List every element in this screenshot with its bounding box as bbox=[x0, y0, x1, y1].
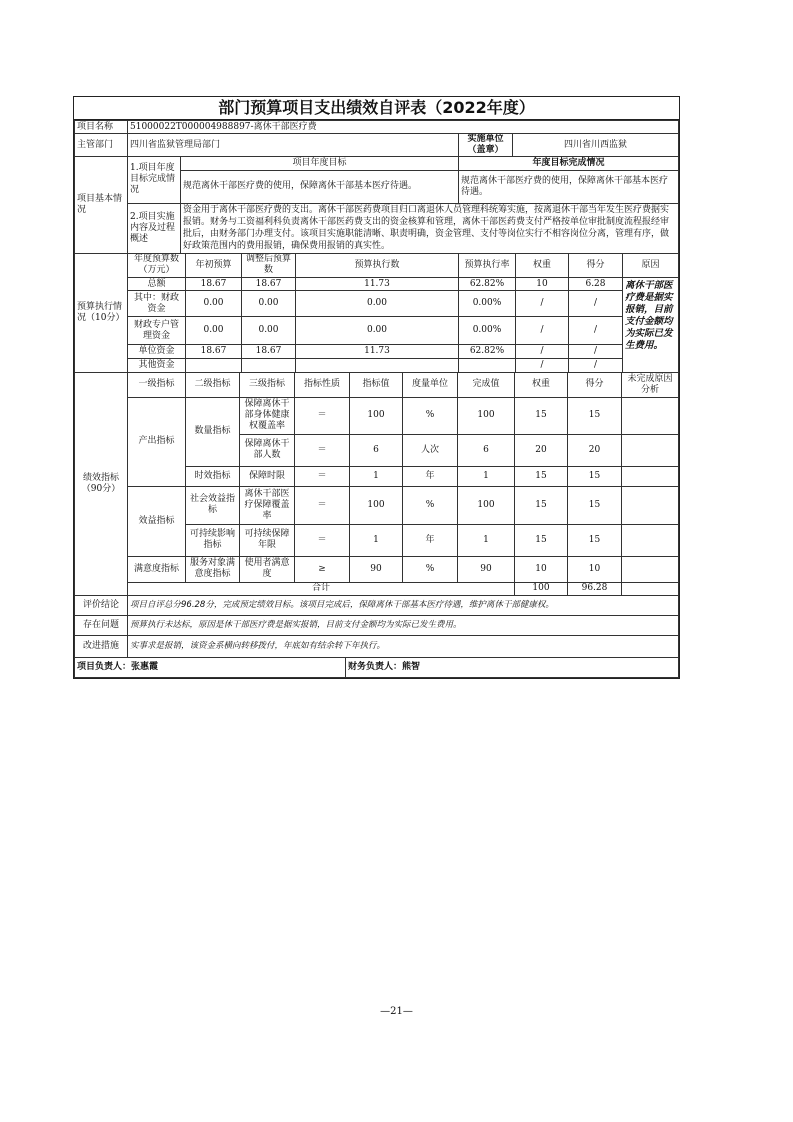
basic-label: 项目基本情况 bbox=[75, 157, 128, 253]
indicator-unit: % bbox=[403, 556, 458, 582]
budget-row-adj: 18.67 bbox=[242, 345, 296, 359]
budget-row-adj: 0.00 bbox=[242, 291, 296, 317]
total-weight: 100 bbox=[515, 582, 568, 595]
indicator-weight: 15 bbox=[515, 466, 568, 486]
indicator-reason bbox=[622, 466, 679, 486]
indicator-unit: 人次 bbox=[403, 434, 458, 466]
indicator-value: 90 bbox=[350, 556, 403, 582]
indicator-reason bbox=[622, 524, 679, 556]
budget-row-score: 6.28 bbox=[569, 278, 623, 291]
indicator-score: 20 bbox=[568, 434, 622, 466]
indicator-value: 100 bbox=[350, 486, 403, 524]
budget-header-1: 年初预算 bbox=[186, 254, 242, 278]
indicator-nature: ＝ bbox=[295, 524, 350, 556]
goal-text: 规范离休干部医疗费的使用，保障离休干部基本医疗待遇。 bbox=[181, 170, 459, 203]
impl-unit-value: 四川省川西监狱 bbox=[513, 134, 679, 157]
evaluation-sheet bbox=[73, 96, 680, 679]
budget-header-3: 预算执行数 bbox=[296, 254, 459, 278]
output-indicator-label: 产出指标 bbox=[128, 397, 186, 486]
budget-row-init: 18.67 bbox=[186, 278, 242, 291]
budget-row-weight: 10 bbox=[516, 278, 569, 291]
dept-value: 四川省监狱管理局部门 bbox=[128, 134, 459, 157]
indicator-name: 离休干部医疗保障覆盖率 bbox=[240, 486, 295, 524]
budget-row-weight: / bbox=[516, 291, 569, 317]
budget-row-name: 总额 bbox=[128, 278, 186, 291]
budget-row-rate: 62.82% bbox=[459, 345, 516, 359]
indicator-reason bbox=[622, 397, 679, 434]
perf-header-3: 指标性质 bbox=[295, 373, 350, 397]
page-number: —21— bbox=[380, 1006, 413, 1017]
time-indicator-label: 时效指标 bbox=[186, 466, 240, 486]
impl-unit-label: 实施单位（盖章） bbox=[459, 134, 513, 157]
budget-row-name: 其他资金 bbox=[128, 359, 186, 373]
indicator-score: 15 bbox=[568, 524, 622, 556]
perf-header-2: 三级指标 bbox=[240, 373, 295, 397]
budget-row-adj: 0.00 bbox=[242, 317, 296, 345]
budget-row-exec: 11.73 bbox=[296, 345, 459, 359]
conclusion-table bbox=[74, 596, 679, 659]
budget-row-exec: 0.00 bbox=[296, 317, 459, 345]
project-leader-name: 张惠霞 bbox=[131, 661, 159, 672]
indicator-unit: % bbox=[403, 486, 458, 524]
indicator-weight: 15 bbox=[515, 486, 568, 524]
budget-row-init: 0.00 bbox=[186, 317, 242, 345]
sustain-indicator-label: 可持续影响指标 bbox=[186, 524, 240, 556]
budget-row-init: 0.00 bbox=[186, 291, 242, 317]
indicator-score: 15 bbox=[568, 466, 622, 486]
perf-header-8: 得分 bbox=[568, 373, 622, 397]
indicator-score: 15 bbox=[568, 397, 622, 434]
indicator-unit: 年 bbox=[403, 466, 458, 486]
budget-row-weight: / bbox=[516, 345, 569, 359]
indicator-weight: 15 bbox=[515, 397, 568, 434]
perf-header-5: 度量单位 bbox=[403, 373, 458, 397]
budget-row-exec: 11.73 bbox=[296, 278, 459, 291]
indicator-done: 100 bbox=[458, 397, 515, 434]
indicator-name: 可持续保障年限 bbox=[240, 524, 295, 556]
quantity-indicator-label: 数量指标 bbox=[186, 397, 240, 466]
budget-reason: 离休干部医疗费是据实报销，目前支付金额均为实际已发生费用。 bbox=[623, 278, 679, 373]
budget-row-adj: 18.67 bbox=[242, 278, 296, 291]
satisfaction-indicator-label: 满意度指标 bbox=[128, 556, 186, 582]
budget-row-rate bbox=[459, 359, 516, 373]
page-title: 部门预算项目支出绩效自评表（2022年度） bbox=[74, 97, 679, 120]
indicator-nature: ＝ bbox=[295, 486, 350, 524]
indicator-weight: 15 bbox=[515, 524, 568, 556]
satisfaction-sub-label: 服务对象满意度指标 bbox=[186, 556, 240, 582]
budget-row-adj bbox=[242, 359, 296, 373]
indicator-done: 1 bbox=[458, 466, 515, 486]
perf-header-9: 未完成原因分析 bbox=[622, 373, 679, 397]
basic-info-table bbox=[74, 157, 679, 254]
benefit-indicator-label: 效益指标 bbox=[128, 486, 186, 556]
indicator-nature: ＝ bbox=[295, 397, 350, 434]
indicator-nature: ＝ bbox=[295, 434, 350, 466]
indicator-value: 6 bbox=[350, 434, 403, 466]
budget-row-rate: 0.00% bbox=[459, 291, 516, 317]
finance-leader-label: 财务负责人： bbox=[348, 661, 403, 672]
indicator-name: 保障时限 bbox=[240, 466, 295, 486]
indicator-value: 1 bbox=[350, 466, 403, 486]
indicator-name: 保障离休干部人数 bbox=[240, 434, 295, 466]
indicator-reason bbox=[622, 556, 679, 582]
total-reason bbox=[622, 582, 679, 595]
finance-leader-name: 熊智 bbox=[402, 661, 421, 672]
dept-label: 主管部门 bbox=[75, 134, 128, 157]
performance-table bbox=[74, 373, 679, 596]
perf-header-7: 权重 bbox=[515, 373, 568, 397]
budget-header-7: 原因 bbox=[623, 254, 679, 278]
indicator-score: 10 bbox=[568, 556, 622, 582]
budget-row-rate: 0.00% bbox=[459, 317, 516, 345]
indicator-done: 90 bbox=[458, 556, 515, 582]
total-score: 96.28 bbox=[568, 582, 622, 595]
indicator-name: 使用者满意度 bbox=[240, 556, 295, 582]
finance-leader bbox=[346, 658, 679, 677]
budget-row-score: / bbox=[569, 317, 623, 345]
goal-header: 项目年度目标 bbox=[181, 157, 459, 170]
improve-label: 改进措施 bbox=[75, 636, 128, 658]
budget-header-5: 权重 bbox=[516, 254, 569, 278]
total-label: 合计 bbox=[128, 582, 515, 595]
budget-row-weight: / bbox=[516, 317, 569, 345]
budget-row-name: 单位资金 bbox=[128, 345, 186, 359]
problem-label: 存在问题 bbox=[75, 616, 128, 636]
budget-label: 预算执行情况（10分） bbox=[75, 254, 128, 373]
impl-content-label: 2.项目实施内容及过程概述 bbox=[128, 203, 181, 253]
goal-done-header: 年度目标完成情况 bbox=[459, 157, 679, 170]
perf-header-4: 指标值 bbox=[350, 373, 403, 397]
indicator-score: 15 bbox=[568, 486, 622, 524]
project-name-label: 项目名称 bbox=[75, 121, 128, 134]
project-name-value: 51000022T000004988897-离休干部医疗费 bbox=[128, 121, 679, 134]
indicator-unit: 年 bbox=[403, 524, 458, 556]
perf-header-6: 完成值 bbox=[458, 373, 515, 397]
indicator-weight: 20 bbox=[515, 434, 568, 466]
budget-header-0: 年度预算数（万元） bbox=[128, 254, 186, 278]
indicator-weight: 10 bbox=[515, 556, 568, 582]
social-indicator-label: 社会效益指标 bbox=[186, 486, 240, 524]
budget-row-score: / bbox=[569, 291, 623, 317]
header-table bbox=[74, 120, 679, 157]
indicator-reason bbox=[622, 434, 679, 466]
project-leader bbox=[75, 658, 346, 677]
indicator-done: 6 bbox=[458, 434, 515, 466]
indicator-nature: ＝ bbox=[295, 466, 350, 486]
improve-text: 实事求是报销，该资金系横向转移拨付，年底如有结余转下年执行。 bbox=[128, 636, 679, 658]
problem-text: 预算执行未达标，原因是休干部医疗费是据实报销，目前支付金额均为实际已发生费用。 bbox=[128, 616, 679, 636]
budget-header-6: 得分 bbox=[569, 254, 623, 278]
project-leader-label: 项目负责人： bbox=[77, 661, 132, 672]
budget-row-score: / bbox=[569, 359, 623, 373]
indicator-value: 1 bbox=[350, 524, 403, 556]
budget-row-score: / bbox=[569, 345, 623, 359]
budget-row-init bbox=[186, 359, 242, 373]
perf-header-0: 一级指标 bbox=[128, 373, 186, 397]
indicator-nature: ≥ bbox=[295, 556, 350, 582]
goal-label: 1.项目年度目标完成情况 bbox=[128, 157, 181, 203]
indicator-value: 100 bbox=[350, 397, 403, 434]
budget-row-exec bbox=[296, 359, 459, 373]
budget-row-name: 其中：财政资金 bbox=[128, 291, 186, 317]
perf-header-1: 二级指标 bbox=[186, 373, 240, 397]
indicator-unit: % bbox=[403, 397, 458, 434]
signature-table bbox=[74, 658, 679, 678]
indicator-name: 保障离休干部身体健康权覆盖率 bbox=[240, 397, 295, 434]
perf-label: 绩效指标（90分） bbox=[75, 373, 128, 595]
budget-header-2: 调整后预算数 bbox=[242, 254, 296, 278]
budget-row-init: 18.67 bbox=[186, 345, 242, 359]
budget-header-4: 预算执行率 bbox=[459, 254, 516, 278]
budget-row-exec: 0.00 bbox=[296, 291, 459, 317]
impl-content-text: 资金用于离休干部医疗费的支出。离休干部医药费项目归口离退休人员管理科统筹实施，按离退休干部当年发生医疗费据实报销。财务与工资福利科负责离休干部医药费支出的资金核算和管理，离休干部医药费支付严格按单位审批制度流程报经审批后，由财务部门办理支付。该项目实施职能清晰、职责明确，资金管理、支付等岗位实行不相容岗位分离，管理有序，做好政策范围内的费用报销，确保费用报销的真实性。 bbox=[181, 203, 679, 253]
budget-row-weight: / bbox=[516, 359, 569, 373]
evaluation-label: 评价结论 bbox=[75, 596, 128, 616]
budget-row-rate: 62.82% bbox=[459, 278, 516, 291]
goal-done-text: 规范离休干部医疗费的使用，保障离休干部基本医疗待遇。 bbox=[459, 170, 679, 203]
indicator-done: 100 bbox=[458, 486, 515, 524]
indicator-reason bbox=[622, 486, 679, 524]
evaluation-text: 项目自评总分96.28分，完成预定绩效目标。该项目完成后，保障离休干部基本医疗待遇，维护离休干部健康权。 bbox=[128, 596, 679, 616]
budget-row-name: 财政专户管理资金 bbox=[128, 317, 186, 345]
budget-table bbox=[74, 254, 679, 374]
indicator-done: 1 bbox=[458, 524, 515, 556]
